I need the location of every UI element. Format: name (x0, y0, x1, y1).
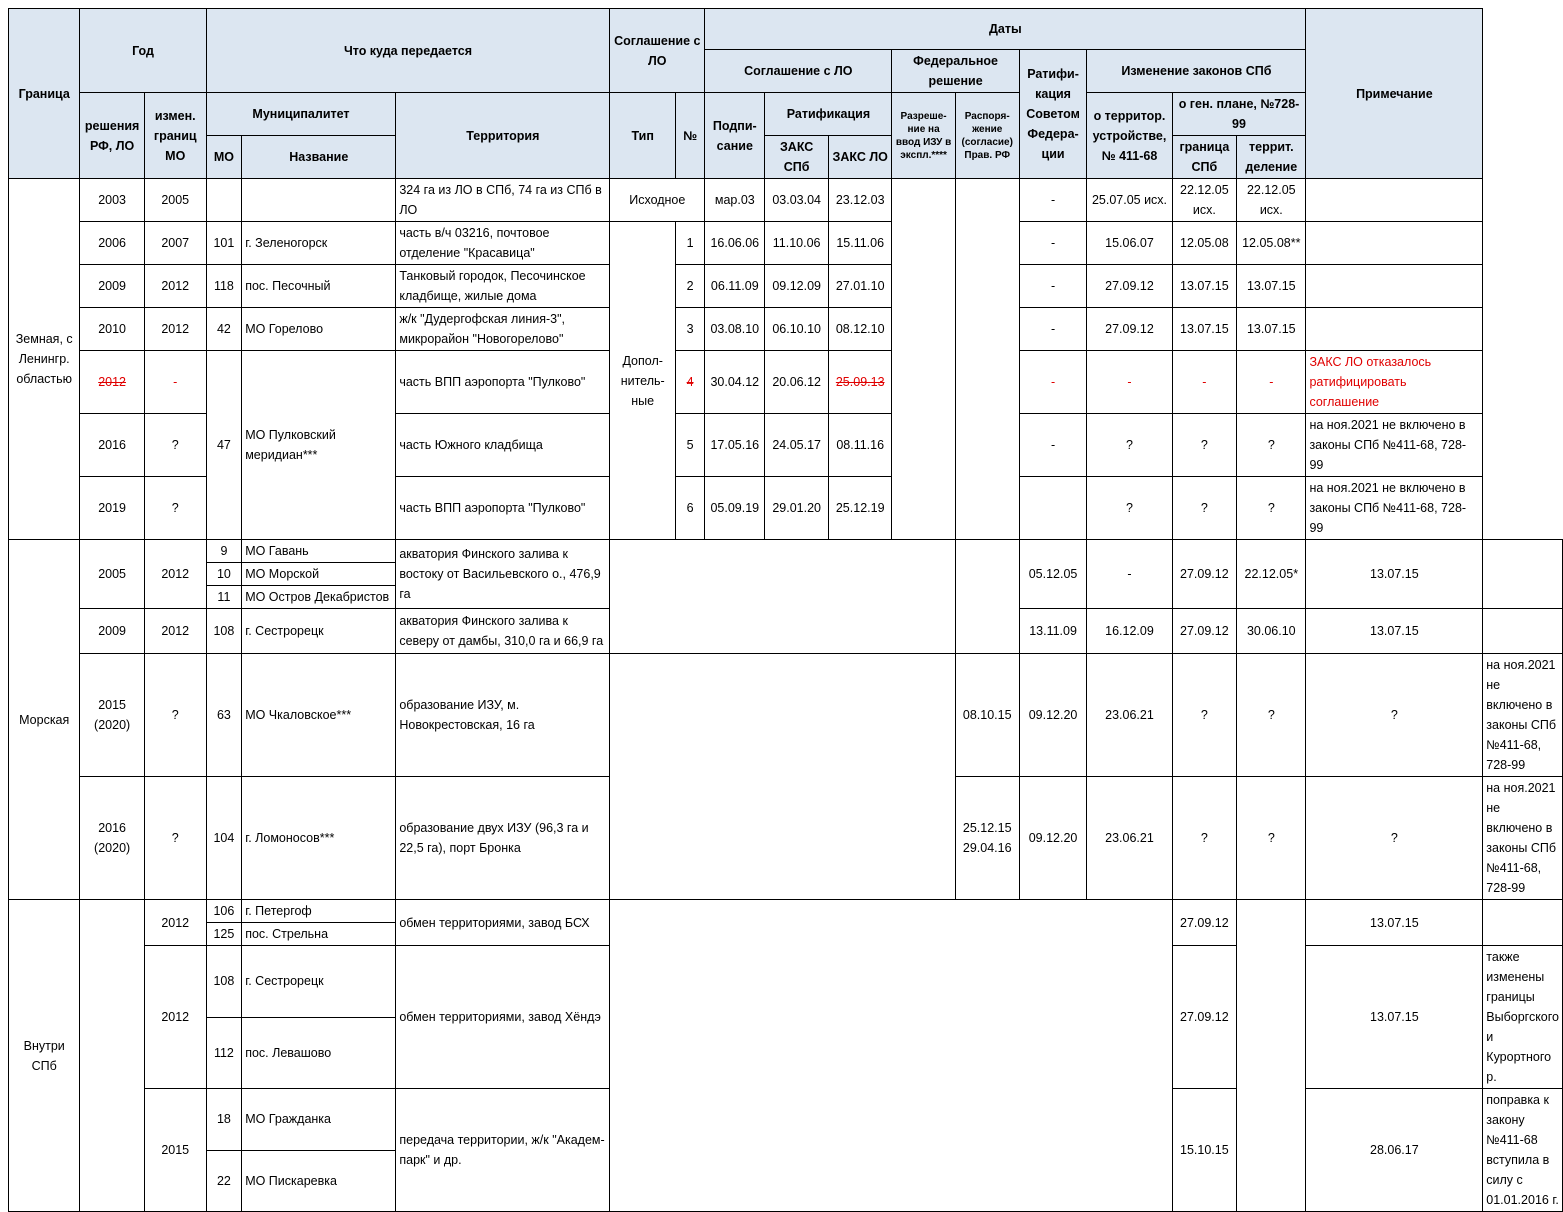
type-additional: Допол-нитель-ные (610, 222, 676, 540)
header-number: № (675, 93, 704, 179)
table-row: Земная, с Ленингр. областью 2003 2005 324 га из ЛО в СПб, 74 га из СПб в ЛО Исходное мар.03 03.03.04 23.12.03 - 25.07.05 исх. 22.12.05 исх. 22.12.05 исх. (9, 179, 1563, 222)
transfers-table: Граница Год Что куда передается Соглашение с ЛО Даты Примечание Соглашение с ЛО Федеральное решение Ратифи-кация Советом Федера-ции Изменение законов СПб решения РФ, ЛО измен. границ МО Муниципалитет Территория Тип № Подпи-сание Ратификация Разреше-ние на ввод ИЗУ в экспл.**** Распоря-жение (согласие) Прав. РФ о территор. устройстве, № 411-68 о ген. плане, №728-99 МО Название ЗАКС СПб ЗАКС ЛО граница СПб террит. деление Земная, с Ленингр. областью 2003 2005 324 га из ЛО в СПб, 74 га из СПб в ЛО Исходное мар.03 03.03.04 23.12.03 - 25.07.05 исх. 22.12.05 исх. 22.12.05 исх. 2006 2007 101 г. Зеленогорск часть в/ч 03216, почтовое отделение "Красавица" Допол-нитель-ные 1 16.06.06 11.10.06 15.11.06 - 15.06.07 12.05.08 12.05.08** 2009 2012 118 пос. Песочный Танковый городок, Песочинское кладбище, жилые дома 2 06.11.09 09.12.09 27.01.10 - 27.09.12 13.07.15 13.07.15 2010 2012 42 МО Горелово ж/к "Дудергофская линия-3", микрорайон "Новогорелово" 3 03.08.10 06.10.10 08.12.10 - 27.09.12 13.07.15 13.07.15 2012 - 47 МО Пулковский меридиан*** часть ВПП аэропорта "Пулково" 4 30.04.12 20.06.12 25.09.13 - - - - ЗАКС ЛО отказалось ратифицировать соглашение 2016 ? часть Южного кладбища 5 17.05.16 24.05.17 08.11.16 - ? ? ? на ноя.2021 не включено в законы СПб №411-68, 728-99 2019 ? часть ВПП аэропорта "Пулково" 6 05.09.19 29.01.20 25.12.19 ? ? ? на ноя.2021 не включено в законы СПб №411-68, 728-99 Морская 2005 2012 9 МО Гавань акватория Финского залива к востоку от Васильевского о., 476,9 га 05.12.05 - 27.09.12 22.12.05* 13.07.15 10 МО Морской 11 МО Остров Декабристов 2009 2012 108 г. Сестрорецк акватория Финского залива к северу от дамбы, 310,0 га и 66,9 га 13.11.09 16.12.09 27.09.12 30.06.10 13.07.15 2015 (2020) ? 63 МО Чкаловское*** образование ИЗУ, м. Новокрестовская, 16 га 08.10.15 09.12.20 23.06.21 ? ? ? на ноя.2021 не включено в законы СПб №411-68, 728-99 2016 (2020) ? 104 г. Ломоносов*** образование двух ИЗУ (96,3 га и 22,5 га), порт Бронка 25.12.15 29.04.16 09.12.20 23.06.21 ? ? ? на ноя.2021 не включено в законы СПб №411-68, 728-99 Внутри СПб 2012 106 г. Петергоф обмен территориями, завод БСХ 27.09.12 13.07.15 125 пос. Стрельна 2012 108 г. Сестрорецк обмен территориями, завод Хёндэ 27.09.12 13.07.15 также изменены границы Выборгского и Курортного р. 112 пос. Левашово 2015 18 МО Гражданка передача территории, ж/к "Академ-парк" и др. 15.10.15 28.06.17 поправка к закону №411-68 вступила в силу с 01.01.2016 г. 22 МО Пискаревка (8, 8, 1563, 1212)
header-terr-structure: о территор. устройстве, № 411-68 (1087, 93, 1172, 179)
table-row: Морская 2005 2012 9 МО Гавань акватория Финского залива к востоку от Васильевского о., 476,9 га 05.12.05 - 27.09.12 22.12.05* 13.07.15 (9, 540, 1563, 563)
header-year-change: измен. границ МО (144, 93, 206, 179)
group-land: Земная, с Ленингр. областью (9, 179, 80, 540)
table-row: 2015 18 МО Гражданка передача территории, ж/к "Академ-парк" и др. 15.10.15 28.06.17 поправка к закону №411-68 вступила в силу с 01.01.2016 г. (9, 1089, 1563, 1151)
group-sea: Морская (9, 540, 80, 900)
header-year-decision: решения РФ, ЛО (80, 93, 144, 179)
header-year: Год (80, 9, 206, 93)
header-mo: МО (206, 136, 242, 179)
table-row: 2009 2012 108 г. Сестрорецк акватория Финского залива к северу от дамбы, 310,0 га и 66,9 га 13.11.09 16.12.09 27.09.12 30.06.10 13.07.15 (9, 609, 1563, 654)
table-row: 2012 - 47 МО Пулковский меридиан*** часть ВПП аэропорта "Пулково" 4 30.04.12 20.06.12 25.09.13 - - - - ЗАКС ЛО отказалось ратифицировать соглашение (9, 351, 1563, 414)
header-signing: Подпи-сание (705, 93, 765, 179)
header-federal: Федеральное решение (892, 50, 1019, 93)
header-dates-agreement: Соглашение с ЛО (705, 50, 892, 93)
table-row: 2019 ? часть ВПП аэропорта "Пулково" 6 05.09.19 29.01.20 25.12.19 ? ? ? на ноя.2021 не включено в законы СПб №411-68, 728-99 (9, 477, 1563, 540)
header-ratif-fed: Ратифи-кация Советом Федера-ции (1019, 50, 1087, 179)
header-municipality: Муниципалитет (206, 93, 396, 136)
header-dates: Даты (705, 9, 1306, 50)
table-row: 2016 ? часть Южного кладбища 5 17.05.16 24.05.17 08.11.16 - ? ? ? на ноя.2021 не включено в законы СПб №411-68, 728-99 (9, 414, 1563, 477)
table-row: 2015 (2020) ? 63 МО Чкаловское*** образование ИЗУ, м. Новокрестовская, 16 га 08.10.15 09.12.20 23.06.21 ? ? ? на ноя.2021 не включено в законы СПб №411-68, 728-99 (9, 654, 1563, 777)
header-territory: Территория (396, 93, 610, 179)
header-zaks-lo: ЗАКС ЛО (828, 136, 892, 179)
header-gp-division: террит. деление (1237, 136, 1306, 179)
header-agreement-lo: Соглашение с ЛО (610, 9, 705, 93)
header-ratification: Ратификация (765, 93, 892, 136)
header-spb-laws: Изменение законов СПб (1087, 50, 1306, 93)
header-zaks-spb: ЗАКС СПб (765, 136, 829, 179)
header-border: Граница (9, 9, 80, 179)
type-initial: Исходное (610, 179, 705, 222)
table-row: Внутри СПб 2012 106 г. Петергоф обмен территориями, завод БСХ 27.09.12 13.07.15 (9, 900, 1563, 923)
table-row: 2006 2007 101 г. Зеленогорск часть в/ч 03216, почтовое отделение "Красавица" Допол-нитель-ные 1 16.06.06 11.10.06 15.11.06 - 15.06.07 12.05.08 12.05.08** (9, 222, 1563, 265)
table-row: 2016 (2020) ? 104 г. Ломоносов*** образование двух ИЗУ (96,3 га и 22,5 га), порт Бронка 25.12.15 29.04.16 09.12.20 23.06.21 ? ? ? на ноя.2021 не включено в законы СПб №411-68, 728-99 (9, 777, 1563, 900)
group-inside: Внутри СПб (9, 900, 80, 1212)
header-gen-plan: о ген. плане, №728-99 (1172, 93, 1306, 136)
table-row: 2010 2012 42 МО Горелово ж/к "Дудергофская линия-3", микрорайон "Новогорелово" 3 03.08.10 06.10.10 08.12.10 - 27.09.12 13.07.15 13.07.15 (9, 308, 1563, 351)
table-row: 2009 2012 118 пос. Песочный Танковый городок, Песочинское кладбище, жилые дома 2 06.11.09 09.12.09 27.01.10 - 27.09.12 13.07.15 13.07.15 (9, 265, 1563, 308)
header-name: Название (242, 136, 396, 179)
header-gp-border: граница СПб (1172, 136, 1237, 179)
header-permit: Разреше-ние на ввод ИЗУ в экспл.**** (892, 93, 955, 179)
header-type: Тип (610, 93, 676, 179)
header-order: Распоря-жение (согласие) Прав. РФ (955, 93, 1019, 179)
header-note: Примечание (1306, 9, 1483, 179)
table-row: 2012 108 г. Сестрорецк обмен территориями, завод Хёндэ 27.09.12 13.07.15 также изменены границы Выборгского и Курортного р. (9, 946, 1563, 1018)
header-transfer: Что куда передается (206, 9, 610, 93)
